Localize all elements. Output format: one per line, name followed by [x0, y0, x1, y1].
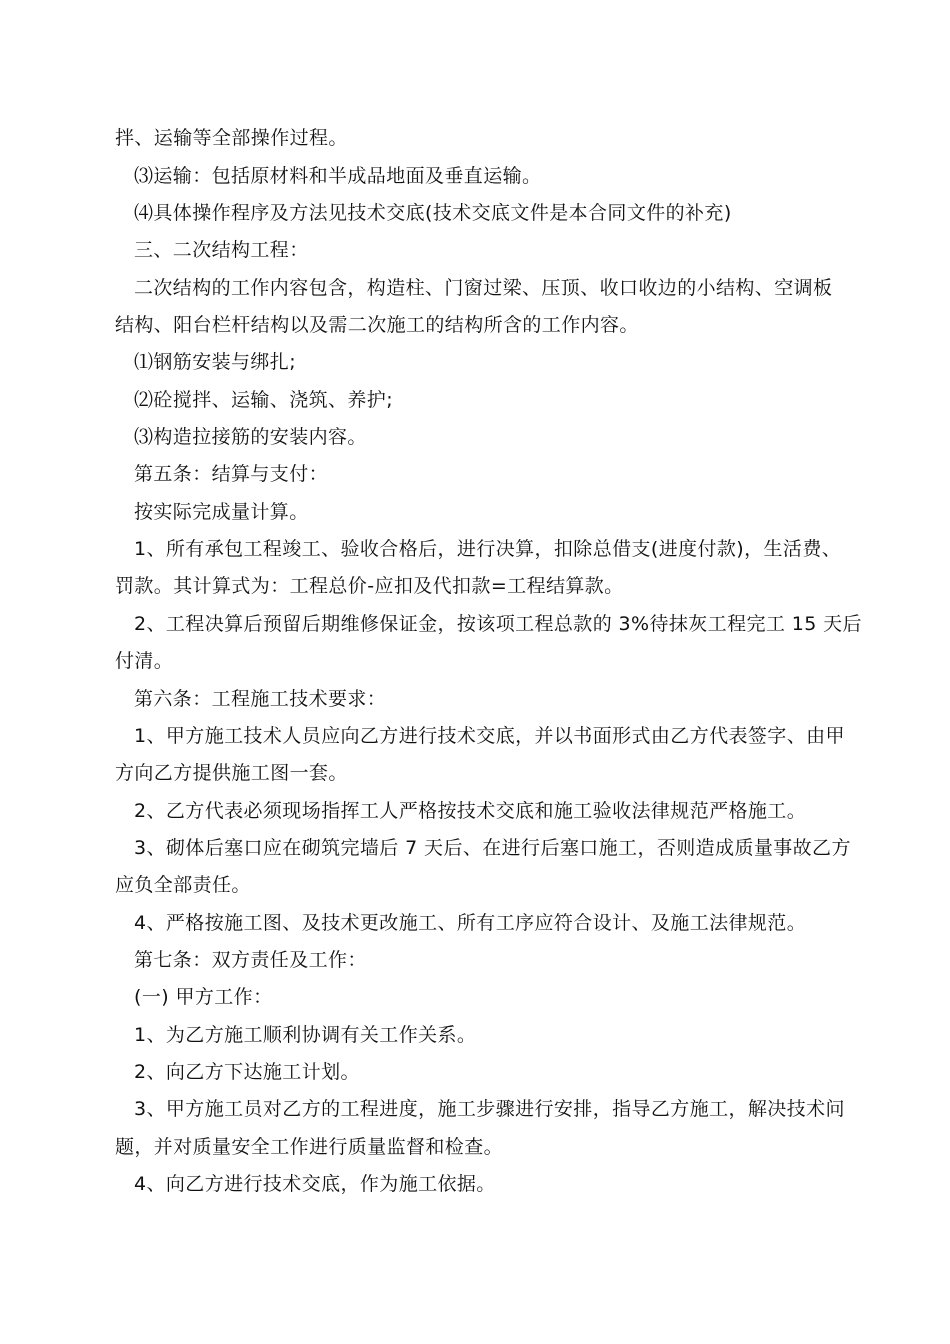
- text-line: 按实际完成量计算。: [134, 501, 309, 523]
- text-line: 罚款。其计算式为：工程总价-应扣及代扣款=工程结算款。: [115, 575, 624, 597]
- section-heading: 第六条：工程施工技术要求：: [134, 688, 387, 710]
- text-line: 方向乙方提供施工图一套。: [115, 762, 348, 784]
- text-line: 题，并对质量安全工作进行质量监督和检查。: [115, 1136, 504, 1158]
- text-line: 4、严格按施工图、及技术更改施工、所有工序应符合设计、及施工法律规范。: [134, 912, 807, 934]
- section-heading: 三、二次结构工程：: [134, 239, 309, 261]
- text-line: 3、甲方施工员对乙方的工程进度，施工步骤进行安排，指导乙方施工，解决技术问: [134, 1098, 845, 1120]
- text-line: ⑴钢筋安装与绑扎;: [134, 351, 297, 373]
- text-line: 3、砌体后塞口应在砌筑完墙后 7 天后、在进行后塞口施工，否则造成质量事故乙方: [134, 837, 851, 859]
- text-line: 结构、阳台栏杆结构以及需二次施工的结构所含的工作内容。: [115, 314, 639, 336]
- text-line: 4、向乙方进行技术交底，作为施工依据。: [134, 1173, 496, 1195]
- section-heading: 第七条：双方责任及工作：: [134, 949, 367, 971]
- text-line: ⑶运输：包括原材料和半成品地面及垂直运输。: [134, 165, 542, 187]
- text-line: 1、甲方施工技术人员应向乙方进行技术交底，并以书面形式由乙方代表签字、由甲: [134, 725, 845, 747]
- subsection-heading: (一) 甲方工作：: [134, 986, 273, 1008]
- text-line: 1、所有承包工程竣工、验收合格后，进行决算，扣除总借支(进度付款)，生活费、: [134, 538, 842, 560]
- text-line: 付清。: [115, 650, 174, 672]
- text-line: 拌、运输等全部操作过程。: [115, 127, 348, 149]
- section-heading: 第五条：结算与支付：: [134, 463, 329, 485]
- text-line: ⑵砼搅拌、运输、浇筑、养护;: [134, 389, 394, 411]
- text-line: 2、工程决算后预留后期维修保证金，按该项工程总款的 3%待抹灰工程完工 15 天后: [134, 613, 862, 635]
- text-line: 1、为乙方施工顺利协调有关工作关系。: [134, 1024, 477, 1046]
- text-line: ⑷具体操作程序及方法见技术交底(技术交底文件是本合同文件的补充): [134, 202, 732, 224]
- text-line: 2、乙方代表必须现场指挥工人严格按技术交底和施工验收法律规范严格施工。: [134, 800, 807, 822]
- text-line: 应负全部责任。: [115, 874, 251, 896]
- text-line: 2、向乙方下达施工计划。: [134, 1061, 360, 1083]
- text-line: 二次结构的工作内容包含，构造柱、门窗过梁、压顶、收口收边的小结构、空调板: [134, 277, 833, 299]
- text-line: ⑶构造拉接筋的安装内容。: [134, 426, 367, 448]
